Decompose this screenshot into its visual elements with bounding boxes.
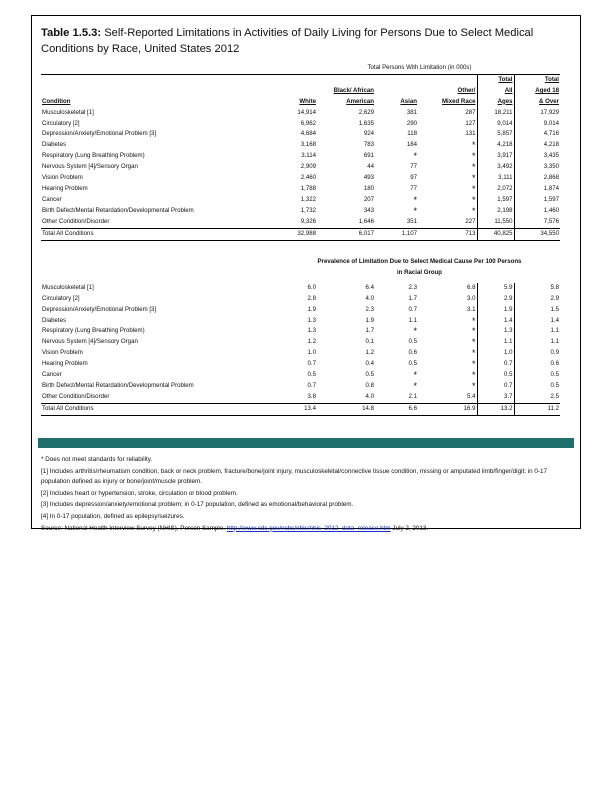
cell-black: 0.5: [365, 371, 374, 379]
cell-other: 3.0: [467, 294, 476, 302]
cell-asian: 0.5: [408, 360, 417, 368]
prevalence-header-row-1: [41, 257, 560, 268]
cell-other: 713: [418, 228, 477, 240]
total-header-l2: All: [477, 86, 514, 97]
cell-aged18: 2.9: [514, 294, 560, 305]
table-row: [41, 337, 560, 348]
asian-header: Asian: [400, 97, 417, 105]
table-row: [41, 195, 560, 206]
table-row: [41, 359, 560, 370]
cell-condition: Diabetes: [42, 316, 67, 324]
prevalence-table: [41, 257, 560, 416]
cell-total: 3.7: [477, 392, 514, 403]
cell-black: 44: [367, 163, 374, 171]
cell-asian: *: [413, 370, 417, 381]
cell-aged18: 1,460: [514, 206, 560, 217]
cell-white: 3,168: [300, 141, 316, 149]
total-header-l1: Total: [477, 74, 514, 85]
black-header-l2: American: [346, 97, 374, 105]
cell-total: 9,014: [477, 119, 514, 130]
table-row: [41, 305, 560, 316]
total-header-l3: Ages: [477, 97, 514, 108]
cell-total: 11,550: [477, 217, 514, 228]
cell-black: 1.9: [365, 316, 374, 324]
cell-black: 6.4: [365, 283, 374, 291]
table-row: [41, 381, 560, 392]
cell-white: 1,732: [300, 206, 316, 214]
table-row: [41, 283, 560, 294]
cell-condition: Vision Problem: [42, 174, 83, 182]
cell-black: 2,629: [358, 108, 374, 116]
cell-aged18: 1,874: [514, 184, 560, 195]
cell-total: 18,211: [477, 108, 514, 119]
footnotes: [41, 455, 566, 535]
cell-white: 0.7: [307, 381, 316, 389]
persons-table: [41, 63, 560, 241]
note-2: [2] Includes heart or hypertension, stroke, circulation or blood problem.: [41, 489, 238, 497]
cell-total: 1.3: [477, 326, 514, 337]
cell-black: 0.1: [365, 338, 374, 346]
cell-aged18: 4,716: [514, 129, 560, 140]
cell-aged18: 1.1: [514, 337, 560, 348]
table-row: [41, 217, 560, 228]
cell-condition: Respiratory (Lung Breathing Problem): [42, 327, 145, 335]
table-row: [41, 140, 560, 151]
cell-aged18: 0.5: [514, 381, 560, 392]
cell-other: 6.8: [467, 283, 476, 291]
prevalence-header-row-2: [41, 268, 560, 279]
super-header-row: [41, 63, 560, 74]
cell-black: 1.2: [365, 349, 374, 357]
cell-aged18: 7,576: [514, 217, 560, 228]
cell-total: 13.2: [477, 403, 514, 415]
cell-asian: 0.6: [408, 349, 417, 357]
cell-total: 3,111: [477, 173, 514, 184]
cell-other: *: [471, 173, 476, 184]
cell-asian: 97: [410, 174, 417, 182]
cell-white: 1,322: [300, 195, 316, 203]
cell-other: *: [471, 162, 476, 173]
cell-condition: Birth Defect/Mental Retardation/Developmental Problem: [42, 206, 194, 214]
cell-white: 9,326: [300, 217, 316, 225]
cell-black: 180: [363, 184, 374, 192]
cell-other: *: [471, 359, 476, 370]
aged-header-l1: Total: [514, 74, 560, 85]
cell-condition: Musculoskeletal [1]: [42, 283, 94, 291]
cell-white: 3,114: [301, 152, 316, 160]
cell-white: 1.0: [307, 349, 316, 357]
cell-total: 0.5: [477, 370, 514, 381]
aged-header-l3: & Over: [514, 97, 560, 108]
cell-total: 2.9: [477, 294, 514, 305]
cell-total: 40,825: [477, 228, 514, 240]
cell-total: 1.9: [477, 305, 514, 316]
cell-black: 0.8: [365, 381, 374, 389]
cell-aged18: 0.6: [514, 359, 560, 370]
prevalence-header-l2: in Racial Group: [396, 268, 443, 276]
note-4: [4] In 0-17 population, defined as epilepsy/seizures.: [41, 513, 185, 521]
cell-aged18: 0.9: [514, 348, 560, 359]
cell-total: 0.7: [477, 381, 514, 392]
cell-other: 287: [465, 108, 476, 116]
condition-header: Condition: [42, 97, 71, 105]
table-row: [41, 151, 560, 162]
cell-condition: Total All Conditions: [41, 403, 279, 415]
other-header-l2: Mixed Race: [441, 97, 476, 105]
source-note: [41, 524, 566, 534]
cell-black: 1,635: [358, 119, 374, 127]
source-suffix: July 2, 2013.: [390, 524, 429, 532]
header-row-1: [41, 74, 560, 85]
aged-header-l2: Aged 18: [514, 86, 560, 97]
cell-other: *: [471, 326, 476, 337]
cell-aged18: 1.1: [514, 326, 560, 337]
cell-black: 4.0: [365, 392, 374, 400]
cell-other: *: [471, 140, 476, 151]
cell-white: 6,962: [300, 119, 316, 127]
table-row: [41, 206, 560, 217]
source-prefix: Source: National Health Interview Survey (NHIS), Person Sample.: [41, 524, 227, 532]
cell-white: 1.3: [307, 316, 316, 324]
cell-asian: 290: [406, 119, 417, 127]
cell-other: 131: [465, 130, 476, 138]
other-header-l1: Other/: [457, 86, 476, 94]
cell-total: 1.4: [477, 316, 514, 327]
cell-black: 343: [363, 206, 374, 214]
cell-condition: Hearing Problem: [42, 360, 88, 368]
cell-other: 127: [465, 119, 476, 127]
cell-aged18: 4,218: [514, 140, 560, 151]
cell-condition: Vision Problem: [42, 349, 83, 357]
cell-white: 0.5: [307, 371, 316, 379]
cell-black: 14.8: [317, 403, 375, 415]
cell-asian: 6.6: [375, 403, 418, 415]
table-row: [41, 173, 560, 184]
cell-black: 691: [363, 152, 374, 160]
cell-condition: Birth Defect/Mental Retardation/Developmental Problem: [42, 381, 194, 389]
cell-other: *: [471, 380, 476, 391]
cell-black: 493: [363, 174, 374, 182]
cell-total: 1.1: [477, 337, 514, 348]
cell-other: 3.1: [467, 305, 476, 313]
note-1: [1] Includes arthritis/rheumatism condition, back or neck problem, fracture/bone/joint injury, musculoskeletal/connective tissue condition, missing or amputated limb/finger/digit; in 0-17 population defined as injury or bone/joint/muscle problem.: [41, 467, 547, 485]
cell-black: 2.3: [365, 305, 374, 313]
cell-asian: 1.7: [408, 294, 417, 302]
cell-total: 0.7: [477, 359, 514, 370]
cell-white: 6.0: [307, 283, 316, 291]
cell-white: 14,914: [297, 108, 316, 116]
cell-other: *: [471, 315, 476, 326]
table-row: [41, 108, 560, 119]
note-star: * Does not meet standards for reliability.: [41, 456, 153, 463]
cell-aged18: 3,435: [514, 151, 560, 162]
cell-black: 6,017: [317, 228, 375, 240]
table-row: [41, 348, 560, 359]
cell-asian: 118: [407, 130, 417, 138]
cell-total: 1,597: [477, 195, 514, 206]
cell-asian: *: [413, 205, 417, 216]
cell-asian: *: [413, 380, 417, 391]
cell-white: 1,788: [300, 184, 316, 192]
cell-black: 783: [363, 141, 374, 149]
cell-asian: 2.1: [408, 392, 417, 400]
table-row: [41, 326, 560, 337]
note-3: [3] Includes depression/anxiety/emotional problem; in 0-17 population, defined as emotional/behavioral problem.: [41, 501, 354, 509]
cell-other: *: [471, 370, 476, 381]
cell-total: 3,917: [477, 151, 514, 162]
super-header: Total Persons With Limitation (in 000s): [279, 63, 560, 74]
cell-total: 1.0: [477, 348, 514, 359]
cell-white: 2,460: [300, 174, 316, 182]
cell-condition: Nervous System [4]/Sensory Organ: [42, 163, 138, 171]
cell-asian: 0.5: [408, 338, 417, 346]
cell-total: 4,218: [477, 140, 514, 151]
cell-condition: Respiratory (Lung Breathing Problem): [42, 152, 145, 160]
cell-total: 2,072: [477, 184, 514, 195]
table-row: [41, 294, 560, 305]
cell-asian: 2.3: [408, 283, 417, 291]
table-frame: [31, 15, 581, 532]
cell-asian: 1.1: [408, 316, 417, 324]
cell-aged18: 2,868: [514, 173, 560, 184]
cell-asian: 381: [406, 108, 417, 116]
cell-black: 1,646: [358, 217, 374, 225]
cell-asian: *: [413, 194, 417, 205]
cell-condition: Diabetes: [42, 141, 67, 149]
cell-condition: Cancer: [42, 371, 62, 379]
teal-divider-band: [38, 438, 574, 448]
black-header-l1: Black/ African: [333, 86, 374, 94]
cell-asian: 0.7: [408, 305, 417, 313]
table-number: Table 1.5.3:: [41, 27, 102, 39]
cell-total: 5,857: [477, 129, 514, 140]
cell-aged18: 1,597: [514, 195, 560, 206]
prevalence-header-l1: Prevalence of Limitation Due to Select Medical Cause Per 100 Persons: [317, 258, 522, 265]
cell-condition: Other Condition/Disorder: [42, 217, 110, 225]
cell-aged18: 5.8: [514, 283, 560, 294]
cell-white: 32,988: [279, 228, 317, 240]
cell-white: 2,909: [300, 163, 316, 171]
cell-condition: Circulatory [2]: [42, 294, 80, 302]
cell-total: 5.9: [477, 283, 514, 294]
header-row-2: [41, 86, 560, 97]
cell-black: 0.4: [365, 360, 374, 368]
cell-condition: Cancer: [42, 195, 62, 203]
cell-condition: Nervous System [4]/Sensory Organ: [42, 338, 138, 346]
table-row: [41, 129, 560, 140]
cell-white: 2.8: [307, 294, 316, 302]
cell-white: 1.3: [307, 327, 316, 335]
table-row: [41, 370, 560, 381]
cell-asian: 351: [406, 217, 417, 225]
header-row-3: [41, 97, 560, 108]
cell-white: 0.7: [307, 360, 316, 368]
cell-condition: Depression/Anxiety/Emotional Problem [3]: [42, 130, 157, 138]
cell-condition: Depression/Anxiety/Emotional Problem [3]: [42, 305, 157, 313]
cell-black: 207: [363, 195, 374, 203]
cell-asian: 77: [410, 163, 417, 171]
cell-aged18: 0.5: [514, 370, 560, 381]
cell-aged18: 34,550: [514, 228, 560, 240]
cell-other: *: [471, 151, 476, 162]
table-title: [41, 25, 561, 57]
cell-total: 2,198: [477, 206, 514, 217]
cell-condition: Other Condition/Disorder: [42, 392, 110, 400]
cell-black: 924: [363, 130, 374, 138]
cell-other: *: [471, 337, 476, 348]
cell-other: 5.4: [467, 392, 476, 400]
cell-other: *: [471, 205, 476, 216]
cell-aged18: 11.2: [514, 403, 560, 415]
cell-condition: Musculoskeletal [1]: [42, 108, 94, 116]
table-title-text: Self-Reported Limitations in Activities of Daily Living for Persons Due to Select Medical Conditions by Race, United States 2012: [41, 27, 534, 55]
table-row: [41, 184, 560, 195]
table-row: [41, 316, 560, 327]
cell-white: 1.2: [307, 338, 316, 346]
table-row: [41, 162, 560, 173]
cell-aged18: 2.5: [514, 392, 560, 403]
cell-asian: 184: [406, 141, 417, 149]
cell-aged18: 3,350: [514, 162, 560, 173]
cell-other: *: [471, 348, 476, 359]
cell-aged18: 17,929: [514, 108, 560, 119]
cell-aged18: 1.5: [514, 305, 560, 316]
cell-black: 1.7: [365, 327, 374, 335]
cell-condition: Circulatory [2]: [42, 119, 80, 127]
table-row: [41, 392, 560, 403]
cell-aged18: 9,014: [514, 119, 560, 130]
cell-total: 3,492: [477, 162, 514, 173]
cell-other: 227: [465, 217, 476, 225]
cell-asian: *: [413, 326, 417, 337]
cell-aged18: 1.4: [514, 316, 560, 327]
cell-other: *: [471, 183, 476, 194]
source-link[interactable]: http://www.cdc.gov/nchs/nhis/nhis_2012_data_release.htm: [226, 524, 391, 532]
total-row: [41, 403, 560, 415]
table-row: [41, 119, 560, 130]
cell-white: 1.9: [307, 305, 316, 313]
cell-asian: 1,107: [375, 228, 418, 240]
cell-white: 4,684: [300, 130, 316, 138]
cell-black: 4.0: [365, 294, 374, 302]
cell-other: 16.9: [418, 403, 477, 415]
cell-condition: Hearing Problem: [42, 184, 88, 192]
total-row: [41, 228, 560, 240]
cell-asian: 77: [410, 184, 417, 192]
cell-condition: Total All Conditions: [41, 228, 279, 240]
cell-other: *: [471, 194, 476, 205]
cell-white: 13.4: [279, 403, 317, 415]
white-header: White: [299, 97, 316, 105]
cell-white: 3.8: [307, 392, 316, 400]
cell-asian: *: [413, 151, 417, 162]
